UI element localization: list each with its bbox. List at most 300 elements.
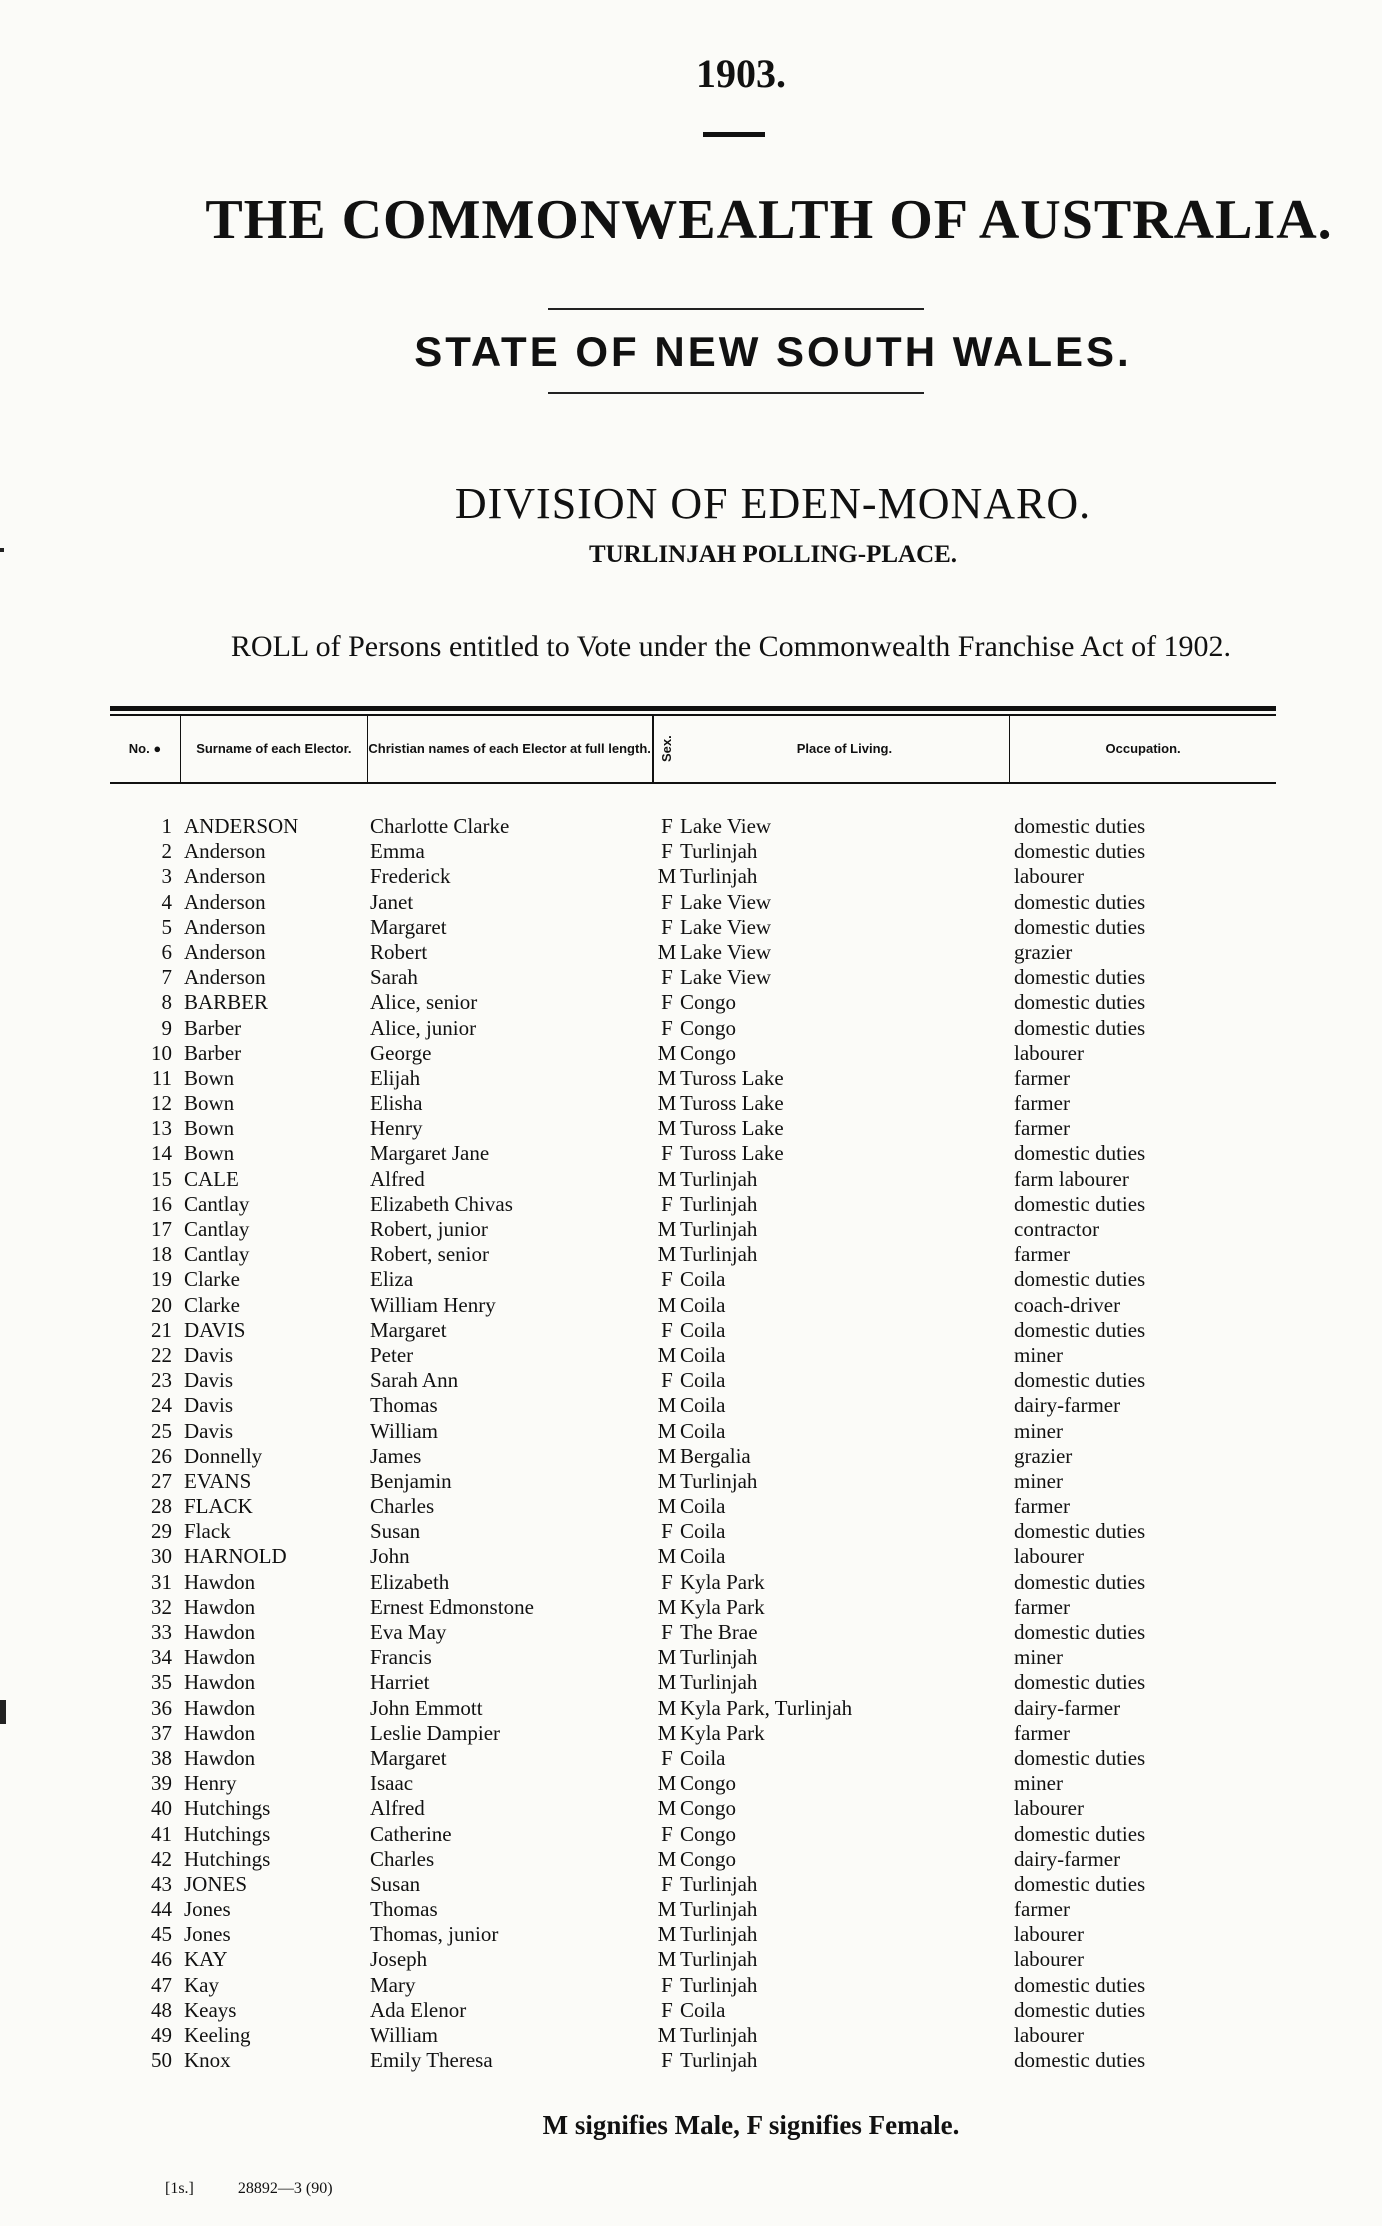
table-row [110, 1771, 1276, 1796]
cell-occupation: domestic duties [1014, 889, 1146, 914]
cell-surname: Anderson [184, 839, 266, 864]
cell-christian-names: Eva May [370, 1620, 447, 1644]
table-row [110, 1620, 1276, 1645]
cell-sex: M [657, 1418, 677, 1443]
cell-sex: M [657, 1544, 677, 1569]
cell-sex: M [657, 939, 677, 964]
cell-no: 11 [151, 1065, 172, 1090]
table-row [110, 864, 1276, 889]
cell-surname: Clarke [184, 1292, 240, 1317]
cell-surname: Hawdon [184, 1670, 256, 1695]
cell-no: 24 [151, 1393, 172, 1418]
cell-place-of-living: Tuross Lake [680, 1116, 784, 1141]
cell-christian-names: Alice, senior [370, 990, 478, 1015]
table-row [110, 890, 1276, 915]
cell-place-of-living: Lake View [680, 939, 772, 964]
cell-christian-names: Charlotte Clarke [370, 814, 510, 838]
cell-place-of-living: Turlinjah [680, 1166, 758, 1191]
table-row [110, 1922, 1276, 1947]
cell-surname: Cantlay [184, 1217, 250, 1241]
table-row [110, 1947, 1276, 1972]
cell-surname: Davis [184, 1342, 233, 1367]
cell-occupation: domestic duties [1014, 1871, 1146, 1896]
cell-occupation: domestic duties [1014, 814, 1146, 838]
cell-occupation: miner [1014, 1418, 1063, 1443]
cell-surname: ANDERSON [184, 814, 299, 838]
cell-christian-names: Isaac [370, 1771, 414, 1796]
cell-sex: M [657, 864, 677, 889]
cell-no: 12 [151, 1091, 172, 1116]
cell-occupation: labourer [1014, 1922, 1084, 1947]
cell-place-of-living: Tuross Lake [680, 1065, 784, 1090]
cell-occupation: domestic duties [1014, 1670, 1146, 1695]
cell-no: 2 [161, 839, 172, 864]
cell-occupation: miner [1014, 1645, 1063, 1670]
cell-occupation: domestic duties [1014, 1745, 1146, 1770]
cell-occupation: dairy-farmer [1014, 1846, 1121, 1871]
table-row [110, 1746, 1276, 1771]
cell-surname: Cantlay [184, 1242, 250, 1267]
cell-sex: F [661, 1317, 673, 1342]
cell-sex: F [661, 914, 673, 939]
cell-christian-names: Margaret [370, 1745, 447, 1770]
cell-place-of-living: Congo [680, 990, 737, 1015]
cell-surname: Anderson [184, 965, 266, 990]
cell-place-of-living: The Brae [680, 1620, 758, 1644]
table-row [110, 1973, 1276, 1998]
cell-place-of-living: Coila [680, 1418, 726, 1443]
cell-christian-names: Janet [370, 889, 414, 914]
header-occupation: Occupation. [1105, 740, 1181, 756]
table-row [110, 1318, 1276, 1343]
cell-surname: Hawdon [184, 1645, 256, 1670]
cell-no: 40 [151, 1796, 172, 1821]
cell-surname: Hutchings [184, 1821, 271, 1846]
cell-christian-names: Thomas [370, 1897, 438, 1922]
table-row [110, 2023, 1276, 2048]
cell-sex: F [661, 1519, 673, 1544]
cell-surname: Anderson [184, 889, 266, 914]
cell-sex: M [657, 1292, 677, 1317]
page-title: THE COMMONWEALTH OF AUSTRALIA. [205, 189, 1333, 251]
cell-place-of-living: Turlinjah [680, 2023, 758, 2047]
cell-occupation: farmer [1014, 1720, 1070, 1745]
cell-sex: F [661, 2048, 673, 2073]
cell-christian-names: Alfred [370, 1166, 425, 1191]
table-row [110, 2048, 1276, 2073]
cell-christian-names: John [370, 1544, 410, 1569]
roll-table-header [110, 706, 1276, 784]
cell-christian-names: Charles [370, 1494, 435, 1519]
cell-christian-names: Sarah [370, 965, 418, 990]
cell-occupation: labourer [1014, 1796, 1084, 1821]
cell-no: 49 [151, 2023, 172, 2047]
table-row [110, 1544, 1276, 1569]
cell-sex: M [657, 1217, 677, 1241]
cell-sex: M [657, 1645, 677, 1670]
cell-christian-names: Frederick [370, 864, 451, 889]
cell-place-of-living: Coila [680, 1267, 726, 1292]
cell-christian-names: Robert, junior [370, 1217, 488, 1241]
cell-surname: KAY [184, 1947, 228, 1972]
cell-surname: Davis [184, 1368, 233, 1393]
cell-christian-names: Thomas, junior [370, 1922, 499, 1947]
cell-christian-names: Elizabeth Chivas [370, 1191, 513, 1216]
cell-place-of-living: Turlinjah [680, 1468, 758, 1493]
cell-surname: Kay [184, 1972, 219, 1997]
cell-surname: Bown [184, 1065, 235, 1090]
cell-occupation: dairy-farmer [1014, 1695, 1121, 1720]
cell-christian-names: Robert [370, 939, 428, 964]
cell-surname: Bown [184, 1091, 235, 1116]
cell-occupation: contractor [1014, 1217, 1100, 1241]
cell-sex: F [661, 1745, 673, 1770]
cell-occupation: domestic duties [1014, 1015, 1146, 1040]
cell-christian-names: Charles [370, 1846, 435, 1871]
cell-no: 22 [151, 1342, 172, 1367]
cell-place-of-living: Coila [680, 1393, 726, 1418]
cell-place-of-living: Coila [680, 1544, 726, 1569]
cell-place-of-living: Kyla Park [680, 1720, 765, 1745]
cell-christian-names: Henry [370, 1116, 423, 1141]
sex-legend: M signifies Male, F signifies Female. [542, 2110, 960, 2140]
cell-place-of-living: Congo [680, 1771, 737, 1796]
cell-surname: Hawdon [184, 1620, 256, 1644]
cell-surname: Hawdon [184, 1745, 256, 1770]
cell-occupation: grazier [1014, 1443, 1073, 1468]
cell-surname: Keeling [184, 2023, 251, 2047]
cell-place-of-living: Tuross Lake [680, 1091, 784, 1116]
cell-occupation: farm labourer [1014, 1166, 1129, 1191]
table-row [110, 1116, 1276, 1141]
cell-occupation: labourer [1014, 1040, 1084, 1065]
table-row [110, 1041, 1276, 1066]
table-row [110, 1670, 1276, 1695]
cell-surname: Barber [184, 1040, 242, 1065]
cell-sex: M [657, 1242, 677, 1267]
table-row [110, 1091, 1276, 1116]
cell-christian-names: Harriet [370, 1670, 430, 1695]
cell-surname: Davis [184, 1418, 233, 1443]
cell-christian-names: Elijah [370, 1065, 421, 1090]
division-heading: DIVISION OF EDEN-MONARO. [454, 479, 1092, 528]
cell-occupation: labourer [1014, 1947, 1084, 1972]
cell-no: 6 [161, 939, 172, 964]
cell-place-of-living: Coila [680, 1494, 726, 1519]
cell-surname: Davis [184, 1393, 233, 1418]
cell-sex: M [657, 1771, 677, 1796]
cell-christian-names: Margaret [370, 1317, 447, 1342]
table-row [110, 1998, 1276, 2023]
cell-sex: F [661, 1569, 673, 1594]
cell-occupation: farmer [1014, 1494, 1070, 1519]
cell-occupation: farmer [1014, 1242, 1070, 1267]
cell-christian-names: Emma [370, 839, 425, 864]
cell-no: 39 [151, 1771, 172, 1796]
cell-no: 23 [151, 1368, 172, 1393]
cell-sex: F [661, 1267, 673, 1292]
footer-code: 28892—3 (90) [237, 2180, 333, 2197]
cell-surname: Cantlay [184, 1191, 250, 1216]
footer-price: [1s.] [165, 2180, 194, 2197]
cell-occupation: domestic duties [1014, 1191, 1146, 1216]
cell-place-of-living: Congo [680, 1846, 737, 1871]
table-header-row [110, 716, 1276, 784]
cell-place-of-living: Tuross Lake [680, 1141, 784, 1166]
cell-christian-names: Elizabeth [370, 1569, 450, 1594]
cell-no: 17 [151, 1217, 172, 1241]
cell-christian-names: Benjamin [370, 1468, 452, 1493]
cell-no: 43 [151, 1871, 172, 1896]
cell-sex: F [661, 839, 673, 864]
cell-place-of-living: Coila [680, 1342, 726, 1367]
cell-no: 36 [151, 1695, 172, 1720]
cell-no: 1 [161, 814, 172, 838]
cell-occupation: farmer [1014, 1116, 1070, 1141]
cell-occupation: labourer [1014, 1544, 1084, 1569]
cell-christian-names: Susan [370, 1871, 421, 1896]
table-row [110, 1696, 1276, 1721]
cell-place-of-living: Congo [680, 1796, 737, 1821]
table-row [110, 1141, 1276, 1166]
cell-place-of-living: Coila [680, 1745, 726, 1770]
cell-occupation: domestic duties [1014, 1368, 1146, 1393]
cell-surname: CALE [184, 1166, 239, 1191]
table-row [110, 1595, 1276, 1620]
cell-sex: M [657, 1443, 677, 1468]
cell-christian-names: Mary [370, 1972, 416, 1997]
cell-sex: M [657, 1393, 677, 1418]
table-row [110, 814, 1276, 839]
cell-sex: F [661, 1871, 673, 1896]
cell-christian-names: Robert, senior [370, 1242, 489, 1267]
cell-christian-names: Emily Theresa [370, 2048, 493, 2073]
cell-sex: F [661, 1972, 673, 1997]
cell-occupation: domestic duties [1014, 1620, 1146, 1644]
cell-occupation: labourer [1014, 2023, 1084, 2047]
cell-occupation: domestic duties [1014, 1821, 1146, 1846]
cell-christian-names: George [370, 1040, 432, 1065]
cell-christian-names: Margaret [370, 914, 447, 939]
cell-occupation: domestic duties [1014, 839, 1146, 864]
cell-occupation: domestic duties [1014, 1972, 1146, 1997]
table-row [110, 1267, 1276, 1292]
cell-surname: FLACK [184, 1494, 253, 1519]
cell-occupation: domestic duties [1014, 914, 1146, 939]
cell-place-of-living: Turlinjah [680, 1242, 758, 1267]
cell-sex: M [657, 1040, 677, 1065]
cell-place-of-living: Turlinjah [680, 1871, 758, 1896]
cell-occupation: farmer [1014, 1065, 1070, 1090]
cell-no: 37 [151, 1720, 172, 1745]
cell-sex: F [661, 1821, 673, 1846]
cell-occupation: domestic duties [1014, 2048, 1146, 2073]
cell-no: 35 [151, 1670, 172, 1695]
polling-place-heading: TURLINJAH POLLING-PLACE. [588, 541, 958, 568]
cell-place-of-living: Lake View [680, 965, 772, 990]
cell-sex: F [661, 1191, 673, 1216]
cell-christian-names: James [370, 1443, 422, 1468]
cell-christian-names: Alfred [370, 1796, 425, 1821]
cell-no: 42 [151, 1846, 172, 1871]
cell-surname: Jones [184, 1897, 231, 1922]
cell-occupation: domestic duties [1014, 965, 1146, 990]
cell-sex: M [657, 1065, 677, 1090]
cell-christian-names: Alice, junior [370, 1015, 477, 1040]
cell-no: 44 [151, 1897, 172, 1922]
cell-place-of-living: Coila [680, 1292, 726, 1317]
cell-no: 19 [151, 1267, 172, 1292]
header-surname: Surname of each Elector. [181, 716, 368, 782]
cell-no: 50 [151, 2048, 172, 2073]
cell-christian-names: John Emmott [370, 1695, 483, 1720]
table-row [110, 1721, 1276, 1746]
cell-surname: Anderson [184, 914, 266, 939]
cell-surname: Hawdon [184, 1594, 256, 1619]
cell-christian-names: Susan [370, 1519, 421, 1544]
cell-surname: JONES [184, 1871, 248, 1896]
cell-place-of-living: Kyla Park, Turlinjah [680, 1695, 853, 1720]
table-row [110, 1393, 1276, 1418]
cell-occupation: miner [1014, 1468, 1063, 1493]
cell-no: 8 [161, 990, 172, 1015]
cell-christian-names: William [370, 1418, 438, 1443]
cell-no: 5 [161, 914, 172, 939]
cell-no: 27 [151, 1468, 172, 1493]
header-christian-names: Christian names of each Elector at full length. [368, 716, 653, 782]
cell-sex: M [657, 1116, 677, 1141]
cell-no: 47 [151, 1972, 172, 1997]
header-sex: Sex. [653, 716, 680, 782]
cell-occupation: farmer [1014, 1897, 1070, 1922]
cell-no: 26 [151, 1443, 172, 1468]
cell-sex: M [657, 1796, 677, 1821]
cell-christian-names: Elisha [370, 1091, 423, 1116]
cell-sex: F [661, 1141, 673, 1166]
cell-place-of-living: Kyla Park [680, 1569, 765, 1594]
cell-place-of-living: Lake View [680, 914, 772, 939]
cell-no: 3 [161, 864, 172, 889]
cell-surname: Clarke [184, 1267, 240, 1292]
divider-dash [703, 132, 765, 137]
table-row [110, 990, 1276, 1015]
cell-no: 10 [151, 1040, 172, 1065]
cell-occupation: grazier [1014, 939, 1073, 964]
cell-place-of-living: Congo [680, 1040, 737, 1065]
cell-occupation: domestic duties [1014, 1141, 1146, 1166]
cell-no: 48 [151, 1997, 172, 2022]
cell-place-of-living: Lake View [680, 814, 772, 838]
footer [165, 2180, 373, 2198]
cell-christian-names: Catherine [370, 1821, 452, 1846]
cell-occupation: coach-driver [1014, 1292, 1121, 1317]
table-row [110, 1469, 1276, 1494]
table-row [110, 1444, 1276, 1469]
cell-occupation: farmer [1014, 1091, 1070, 1116]
cell-surname: Flack [184, 1519, 231, 1544]
cell-sex: M [657, 1342, 677, 1367]
cell-surname: BARBER [184, 990, 269, 1015]
cell-surname: EVANS [184, 1468, 252, 1493]
cell-christian-names: Joseph [370, 1947, 428, 1972]
cell-christian-names: Sarah Ann [370, 1368, 459, 1393]
cell-sex: M [657, 2023, 677, 2047]
cell-no: 41 [151, 1821, 172, 1846]
cell-sex: F [661, 990, 673, 1015]
table-row [110, 1494, 1276, 1519]
table-row [110, 1192, 1276, 1217]
cell-christian-names: Peter [370, 1342, 414, 1367]
table-row [110, 965, 1276, 990]
cell-no: 9 [161, 1015, 172, 1040]
scan-speck [0, 548, 4, 552]
table-row [110, 1293, 1276, 1318]
cell-surname: HARNOLD [184, 1544, 287, 1569]
cell-place-of-living: Congo [680, 1015, 737, 1040]
table-row [110, 1419, 1276, 1444]
cell-surname: Hawdon [184, 1695, 256, 1720]
cell-no: 29 [151, 1519, 172, 1544]
cell-surname: Jones [184, 1922, 231, 1947]
cell-place-of-living: Coila [680, 1317, 726, 1342]
cell-place-of-living: Turlinjah [680, 864, 758, 889]
cell-sex: M [657, 1897, 677, 1922]
cell-place-of-living: Turlinjah [680, 1217, 758, 1241]
cell-christian-names: Ernest Edmonstone [370, 1594, 534, 1619]
cell-sex: F [661, 965, 673, 990]
cell-sex: M [657, 1695, 677, 1720]
table-row [110, 1368, 1276, 1393]
cell-sex: M [657, 1494, 677, 1519]
header-no: No. ● [110, 716, 181, 782]
cell-no: 13 [151, 1116, 172, 1141]
cell-surname: Knox [184, 2048, 231, 2073]
cell-sex: M [657, 1947, 677, 1972]
cell-place-of-living: Turlinjah [680, 1191, 758, 1216]
table-row [110, 1822, 1276, 1847]
table-row [110, 1343, 1276, 1368]
cell-surname: Hutchings [184, 1796, 271, 1821]
cell-sex: F [661, 1997, 673, 2022]
table-row [110, 839, 1276, 864]
cell-occupation: labourer [1014, 864, 1084, 889]
cell-place-of-living: Coila [680, 1368, 726, 1393]
cell-occupation: domestic duties [1014, 1267, 1146, 1292]
cell-place-of-living: Turlinjah [680, 1670, 758, 1695]
cell-surname: DAVIS [184, 1317, 246, 1342]
cell-sex: M [657, 1846, 677, 1871]
divider-rule [548, 392, 924, 394]
cell-occupation: domestic duties [1014, 1569, 1146, 1594]
table-row [110, 1242, 1276, 1267]
table-row [110, 1847, 1276, 1872]
cell-surname: Hawdon [184, 1720, 256, 1745]
cell-sex: F [661, 814, 673, 838]
cell-place-of-living: Congo [680, 1821, 737, 1846]
cell-place-of-living: Turlinjah [680, 1947, 758, 1972]
cell-no: 21 [151, 1317, 172, 1342]
cell-sex: M [657, 1670, 677, 1695]
cell-no: 46 [151, 1947, 172, 1972]
table-row [110, 1796, 1276, 1821]
cell-place-of-living: Kyla Park [680, 1594, 765, 1619]
cell-surname: Anderson [184, 864, 266, 889]
cell-no: 14 [151, 1141, 172, 1166]
cell-occupation: domestic duties [1014, 1317, 1146, 1342]
cell-sex: M [657, 1468, 677, 1493]
cell-place-of-living: Turlinjah [680, 1645, 758, 1670]
table-row [110, 1016, 1276, 1041]
